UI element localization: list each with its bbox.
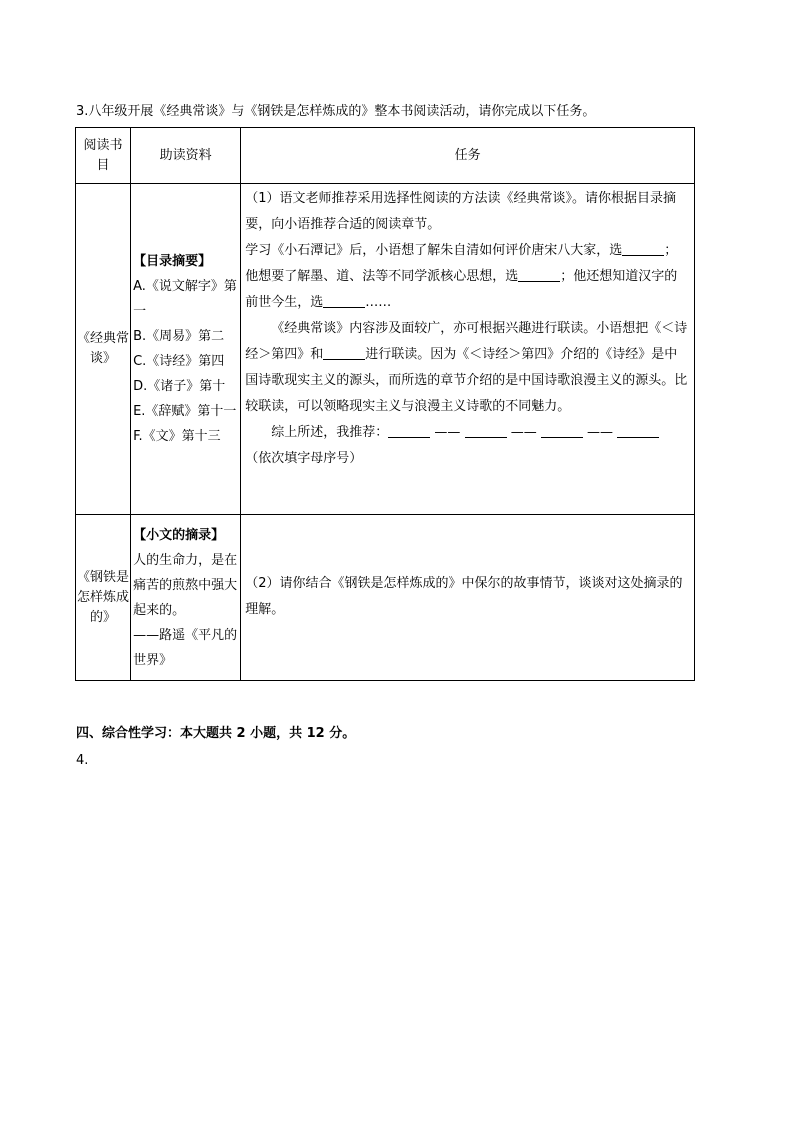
answer-blank[interactable] <box>323 345 365 360</box>
task-1-note: （依次填字母序号） <box>245 451 363 466</box>
excerpt-text: 人的生命力，是在痛苦的煎熬中强大起来的。 <box>133 552 238 618</box>
task-1-joint-reading: 《经典常谈》内容涉及面较广，亦可根据兴趣进行联读。小语想把《＜诗经＞第四》和 进行联读。因为《＜诗经＞第四》介绍的《诗经》是中国诗歌现实主义的源头，而所选的章节介绍的是中国诗歌浪漫主义的源头。比较联读，可以领略现实主义与浪漫主义诗歌的不同魅力。 <box>245 321 688 414</box>
answer-blank[interactable] <box>518 267 560 282</box>
header-task: 任务 <box>241 128 695 184</box>
task-1-summary: 综上所述，我推荐： —— —— —— <box>245 420 688 446</box>
answer-blank[interactable] <box>622 241 664 256</box>
material-excerpt <box>131 515 241 681</box>
task-1-intro: （1）语文老师推荐采用选择性阅读的方法读《经典常谈》。请你根据目录摘要，向小语推荐合适的阅读章节。 <box>245 191 677 232</box>
answer-blank[interactable] <box>323 293 365 308</box>
header-material: 助读资料 <box>131 128 241 184</box>
excerpt-title: 【小文的摘录】 <box>133 527 225 543</box>
book-steel: 《钢铁是怎样炼成的》 <box>76 515 131 681</box>
answer-blank[interactable] <box>465 423 507 438</box>
material-catalog <box>131 184 241 515</box>
catalog-item: E.《辞赋》第十一 <box>133 404 237 419</box>
task-2-text: （2）请你结合《钢铁是怎样炼成的》中保尔的故事情节，谈谈对这处摘录的理解。 <box>245 575 683 617</box>
table-row <box>76 184 695 515</box>
catalog-item: F.《文》第十三 <box>133 429 221 444</box>
header-book: 阅读书目 <box>76 128 131 184</box>
excerpt-source: ——路遥《平凡的世界》 <box>133 627 238 668</box>
catalog-item: B.《周易》第二 <box>133 329 225 344</box>
answer-blank[interactable] <box>617 423 659 438</box>
catalog-item: C.《诗经》第四 <box>133 354 225 369</box>
question-3-title: 3.八年级开展《经典常谈》与《钢铁是怎样炼成的》整本书阅读活动，请你完成以下任务。 <box>76 104 596 119</box>
task-2 <box>241 515 695 681</box>
answer-blank[interactable] <box>541 423 583 438</box>
question-4-number: 4. <box>76 753 89 768</box>
task-1 <box>241 184 695 515</box>
table-row <box>76 515 695 681</box>
catalog-item: A.《说文解字》第一 <box>133 279 237 319</box>
table-header-row <box>76 128 695 184</box>
task-1-recommend: 学习《小石潭记》后，小语想了解朱自清如何评价唐宋八大家，选 ；他想要了解墨、道、法等不同学派核心思想，选 ；他还想知道汉字的前世今生，选 …… <box>245 243 678 310</box>
answer-blank[interactable] <box>388 423 430 438</box>
catalog-title: 【目录摘要】 <box>133 254 212 269</box>
reading-task-table <box>75 127 695 681</box>
section-4-title: 四、综合性学习：本大题共 2 小题，共 12 分。 <box>76 726 356 741</box>
book-classics: 《经典常谈》 <box>76 184 131 515</box>
catalog-item: D.《诸子》第十 <box>133 379 226 394</box>
